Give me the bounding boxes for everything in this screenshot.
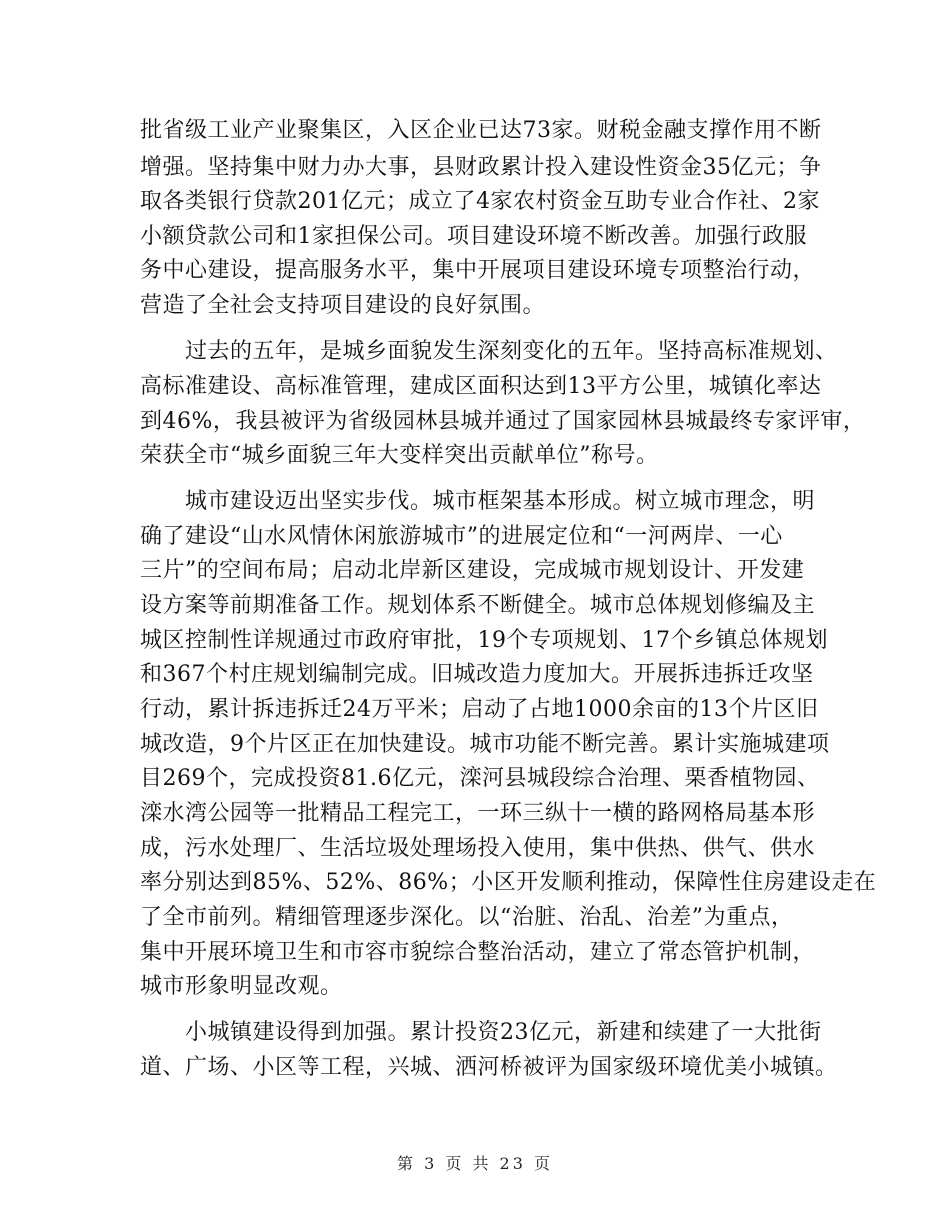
text-line: 率分别达到85%、52%、86%；小区开发顺利推动，保障性住房建设走在 xyxy=(140,870,877,895)
text-line: 滦水湾公园等一批精品工程完工，一环三纵十一横的路网格局基本形 xyxy=(140,801,816,826)
page-number-footer: 第 3 页 共 23 页 xyxy=(397,1154,553,1173)
text-line: 城市建设迈出坚实步伐。城市框架基本形成。树立城市理念，明 xyxy=(140,489,816,514)
text-line: 城市形象明显改观。 xyxy=(140,974,343,999)
text-line: 高标准建设、高标准管理，建成区面积达到13平方公里，城镇化率达 xyxy=(140,374,822,399)
text-line: 确了建设“山水风情休闲旅游城市”的进展定位和“一河两岸、一心 xyxy=(140,524,783,549)
text-line: 过去的五年，是城乡面貌发生深刻变化的五年。坚持高标准规划、 xyxy=(140,339,838,364)
text-line: 批省级工业产业聚集区，入区企业已达73家。财税金融支撑作用不断 xyxy=(140,118,822,143)
text-line: 到46%，我县被评为省级园林县城并通过了国家园林县城最终专家评审， xyxy=(140,409,866,434)
text-line: 三片”的空间布局；启动北岸新区建设，完成城市规划设计、开发建 xyxy=(140,558,805,583)
text-line: 道、广场、小区等工程，兴城、洒河桥被评为国家级环境优美小城镇。 xyxy=(140,1055,838,1080)
text-line: 荣获全市“城乡面貌三年大变样突出贡献单位”称号。 xyxy=(140,443,659,468)
text-line: 目269个，完成投资81.6亿元，滦河县城段综合治理、栗香植物园、 xyxy=(140,766,820,791)
text-line: 城区控制性详规通过市政府审批，19个专项规划、17个乡镇总体规划 xyxy=(140,628,828,653)
text-line: 务中心建设，提高服务水平，集中开展项目建设环境专项整治行动， xyxy=(140,258,816,283)
text-line: 小城镇建设得到加强。累计投资23亿元，新建和续建了一大批街 xyxy=(140,1020,822,1045)
text-line: 了全市前列。精细管理逐步深化。以“治脏、治乱、治差”为重点， xyxy=(140,905,794,930)
text-line: 增强。坚持集中财力办大事，县财政累计投入建设性资金35亿元；争 xyxy=(140,155,822,180)
text-line: 行动，累计拆违拆迁24万平米；启动了占地1000余亩的13个片区旧 xyxy=(140,697,819,722)
text-line: 取各类银行贷款201亿元；成立了4家农村资金互助专业合作社、2家 xyxy=(140,189,820,214)
text-line: 设方案等前期准备工作。规划体系不断健全。城市总体规划修编及主 xyxy=(140,593,816,618)
text-line: 城改造，9个片区正在加快建设。城市功能不断完善。累计实施城建项 xyxy=(140,732,830,757)
text-line: 成，污水处理厂、生活垃圾处理场投入使用，集中供热、供气、供水 xyxy=(140,836,816,861)
text-line: 小额贷款公司和1家担保公司。项目建设环境不断改善。加强行政服 xyxy=(140,224,807,249)
text-line: 营造了全社会支持项目建设的良好氛围。 xyxy=(140,293,546,318)
text-line: 和367个村庄规划编制完成。旧城改造力度加大。开展拆违拆迁攻坚 xyxy=(140,662,814,687)
text-line: 集中开展环境卫生和市容市貌综合整治活动，建立了常态管护机制， xyxy=(140,940,816,965)
